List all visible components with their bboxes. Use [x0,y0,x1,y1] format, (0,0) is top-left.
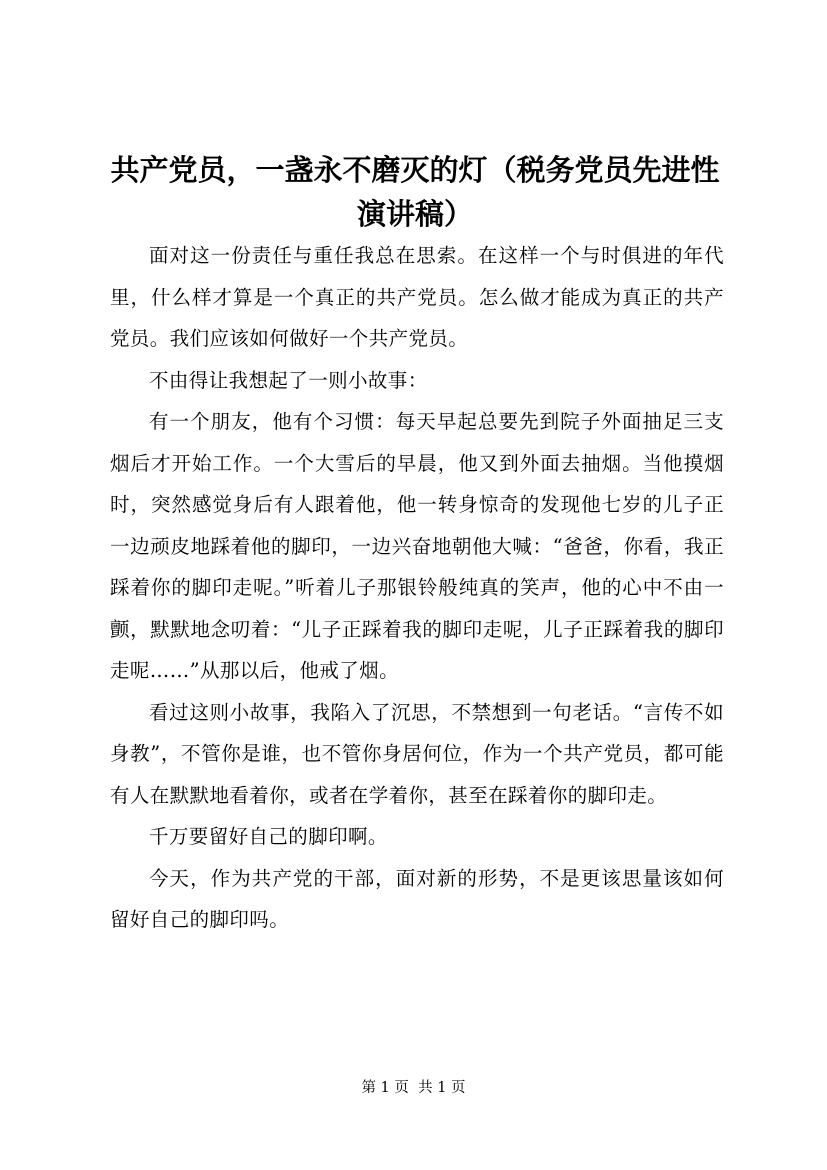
page-footer [0,1078,827,1098]
paragraph-2: 不由得让我想起了一则小故事： [149,368,428,392]
page-number-label: 第 1 页 共 1 页 [361,1080,466,1096]
paragraph-5: 千万要留好自己的脚印啊。 [149,825,388,848]
document-title: 共产党员，一盏永不磨灭的灯（税务党员先进性演讲稿） [110,153,720,231]
paragraph-4: 看过这则小故事，我陷入了沉思，不禁想到一句老话。“言传不如身教”，不管你是谁，也不管你身居何位，作为一个共产党员，都可能有人在默默地看着你，或者在学着你，甚至在踩着你的脚印走。 [110,700,724,807]
paragraph-1: 面对这一份责任与重任我总在思索。在这样一个与时俱进的年代里，什么样才算是一个真正的共产党员。怎么做才能成为真正的共产党员。我们应该如何做好一个共产党员。 [110,244,724,350]
paragraph-3: 有一个朋友，他有个习惯：每天早起总要先到院子外面抽足三支烟后才开始工作。一个大雪后的早晨，他又到外面去抽烟。当他摸烟时，突然感觉身后有人跟着他，他一转身惊奇的发现他七岁的儿子正一边顽皮地踩着他的脚印，一边兴奋地朝他大喊：“爸爸，你看，我正踩着你的脚印走呢。”听着儿子那银铃般纯真的笑声，他的心中不由一颤，默默地念叨着：“儿子正踩着我的脚印走呢，儿子正踩着我的脚印走呢……”从那以后，他戒了烟。 [110,410,724,682]
paragraph-6: 今天，作为共产党的干部，面对新的形势，不是更该思量该如何留好自己的脚印吗。 [110,866,724,931]
document-body [110,235,724,941]
